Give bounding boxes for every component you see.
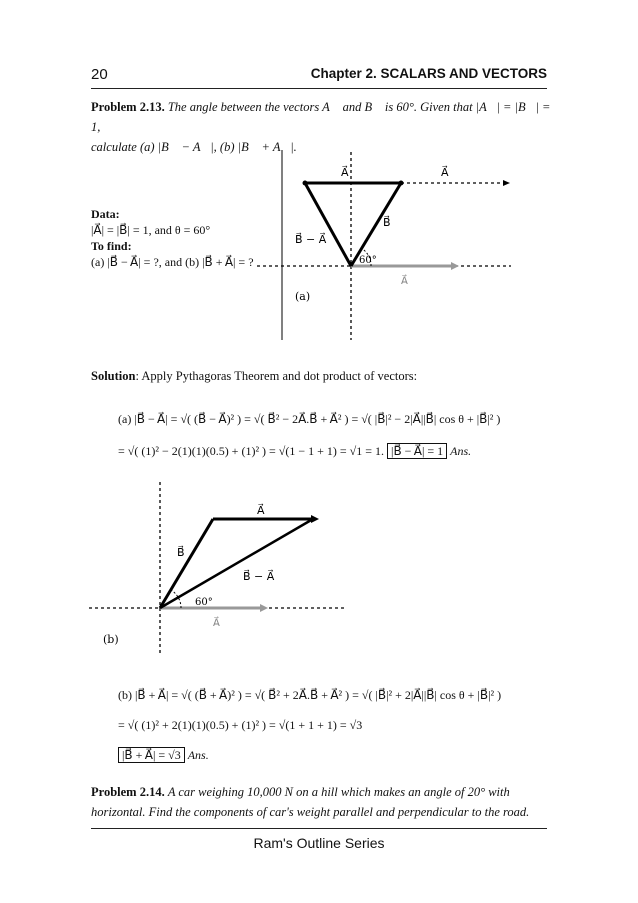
problem-text-line1: A car weighing 10,000 N on a hill which makes an angle of 20° with: [167, 785, 510, 799]
chapter-title: Chapter 2. SCALARS AND VECTORS: [310, 66, 547, 81]
figure-a: [255, 140, 555, 345]
problem-text-line1: The angle between the vectors A⃗ and B⃗ is 60°. Given that |A⃗| = |B⃗| = 1,: [91, 100, 551, 134]
page-number: 20: [91, 66, 108, 83]
figure-a-angle-label: 60°: [359, 255, 377, 266]
figure-a-vector-BminusA: [305, 183, 351, 266]
figure-a-vertex-left: [303, 181, 308, 186]
figure-b-label-A-axis: A⃗: [213, 618, 220, 629]
footer-text: Ram's Outline Series: [253, 835, 385, 851]
equation-b-answer: |B⃗ + A⃗| = √3: [118, 747, 185, 763]
data-label: Data:: [91, 207, 120, 221]
footer-divider: [91, 828, 547, 829]
figure-b-label-A-top: A⃗: [257, 504, 265, 517]
data-text: |A⃗| = |B⃗| = 1, and θ = 60°: [91, 223, 211, 237]
equation-a-answer: |B⃗ − A⃗| = 1: [387, 443, 447, 459]
solution-line: [91, 366, 561, 386]
figure-a-label-BminusA: B⃗ − A⃗: [295, 233, 327, 246]
figure-a-arrowhead-dotted: [503, 180, 510, 186]
problem-label: Problem 2.13.: [91, 100, 165, 114]
problem-text-line2: horizontal. Find the components of car's weight parallel and perpendicular to the road.: [91, 805, 530, 819]
equation-b-ans: Ans.: [187, 748, 209, 762]
figure-b-label-B: B⃗: [177, 546, 185, 559]
figure-a-label-A-top: A⃗: [341, 166, 349, 179]
figure-a-vector-B: [351, 183, 401, 266]
find-text: (a) |B⃗ − A⃗| = ?, and (b) |B⃗ + A⃗| = ?: [91, 255, 254, 269]
problem-2-14: [91, 782, 561, 822]
equation-a-line1: (a) |B⃗ − A⃗| = √( (B⃗ − A⃗)² ) = √( B⃗² − 2A⃗.B⃗ + A⃗² ) = √( |B⃗|² − 2|A⃗||B⃗| cos θ + |B⃗|² ): [118, 412, 501, 426]
figure-a-label-B: B⃗: [383, 216, 391, 229]
figure-b-vector-B: [160, 519, 213, 608]
figure-a-vertex-right: [399, 181, 404, 186]
solution-text: : Apply Pythagoras Theorem and dot product of vectors:: [135, 369, 418, 383]
equation-a-line2-text: = √( (1)² − 2(1)(1)(0.5) + (1)² ) = √(1 − 1 + 1) = √1 = 1.: [118, 444, 385, 458]
equation-a-line2: [118, 444, 471, 459]
figure-a-caption: (a): [295, 290, 311, 303]
figure-b: [85, 478, 385, 658]
equation-b-line3: [118, 748, 209, 763]
solution-label: Solution: [91, 369, 136, 383]
figure-a-arrowhead-gray: [451, 262, 459, 270]
equation-a-ans: Ans.: [450, 444, 472, 458]
find-label: To find:: [91, 239, 132, 253]
figure-b-label-BminusA: B⃗ − A⃗: [243, 570, 275, 583]
page-header: [91, 66, 547, 89]
figure-b-arrowhead-gray: [260, 604, 268, 612]
problem-text-line2: calculate (a) |B⃗ − A⃗|, (b) |B⃗ + A⃗|.: [91, 140, 297, 154]
figure-b-caption: (b): [103, 633, 119, 646]
equation-b-line1: (b) |B⃗ + A⃗| = √( (B⃗ + A⃗)² ) = √( B⃗² + 2A⃗.B⃗ + A⃗² ) = √( |B⃗|² + 2|A⃗||B⃗| cos θ + |B⃗|² ): [118, 688, 502, 702]
problem-label: Problem 2.14.: [91, 785, 165, 799]
figure-a-label-A-right: A⃗: [441, 166, 449, 179]
figure-b-vector-BplusA: [160, 519, 313, 608]
figure-b-angle-label: 60°: [195, 597, 213, 608]
equation-b-line2: = √( (1)² + 2(1)(1)(0.5) + (1)² ) = √(1 + 1 + 1) = √3: [118, 718, 363, 732]
figure-a-label-A-axis: A⃗: [401, 276, 408, 287]
